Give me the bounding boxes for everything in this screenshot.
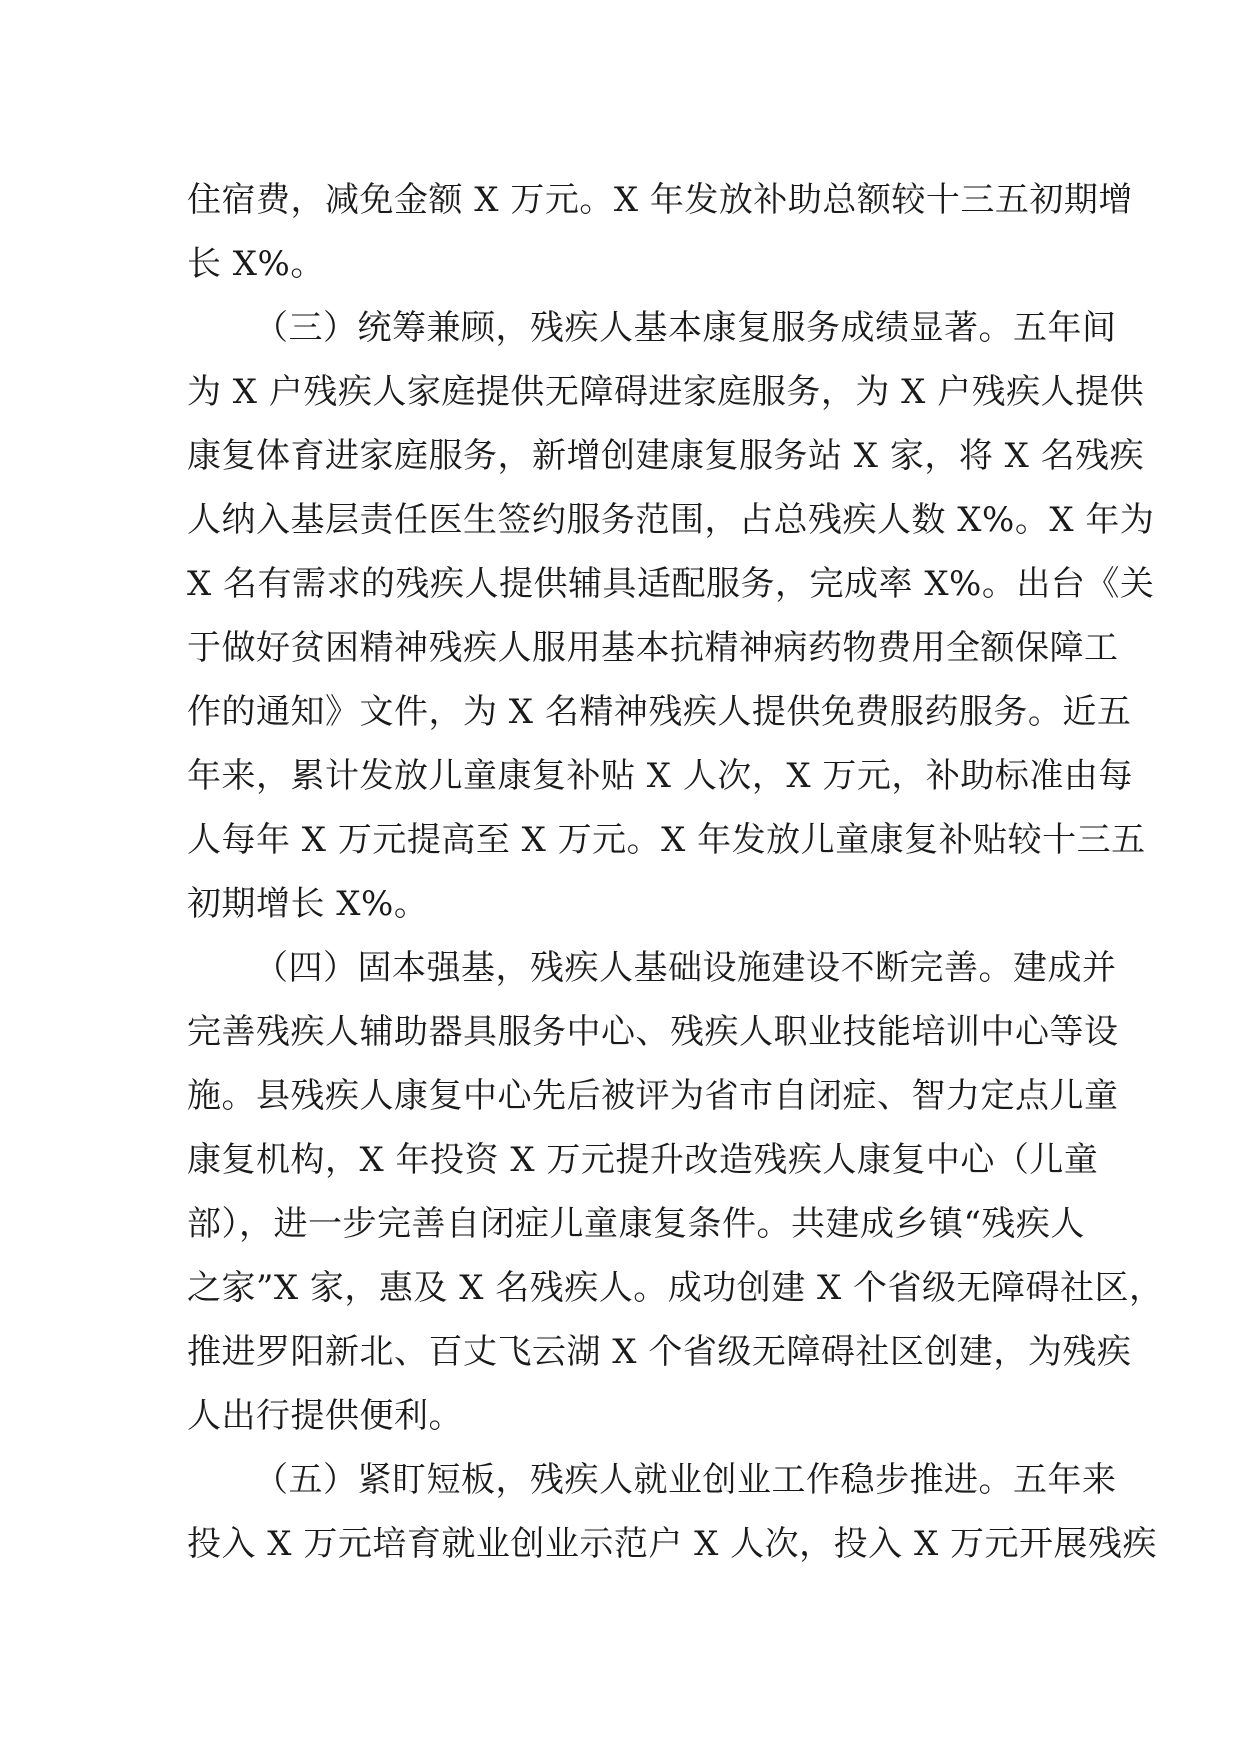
text-line: 为 X 户残疾人家庭提供无障碍进家庭服务，为 X 户残疾人提供 [187, 372, 1145, 412]
text-line: X 名有需求的残疾人提供辅具适配服务，完成率 X%。出台《关 [187, 564, 1155, 604]
text-line: 人出行提供便利。 [187, 1396, 463, 1436]
text-line: 年来，累计发放儿童康复补贴 X 人次，X 万元，补助标准由每 [187, 756, 1133, 796]
text-line: 部），进一步完善自闭症儿童康复条件。共建成乡镇“残疾人 [187, 1204, 1085, 1244]
text-line: 之家”X 家，惠及 X 名残疾人。成功创建 X 个省级无障碍社区， [187, 1268, 1164, 1308]
text-line: 康复机构，X 年投资 X 万元提升改造残疾人康复中心（儿童 [187, 1140, 1099, 1180]
text-line: 康复体育进家庭服务，新增创建康复服务站 X 家，将 X 名残疾 [187, 436, 1145, 476]
text-line: 于做好贫困精神残疾人服用基本抗精神病药物费用全额保障工 [187, 628, 1119, 668]
paragraph-heading-line: （三）统筹兼顾，残疾人基本康复服务成绩显著。五年间 [254, 308, 1117, 348]
text-line: 推进罗阳新北、百丈飞云湖 X 个省级无障碍社区创建，为残疾 [187, 1332, 1132, 1372]
paragraph-heading-line: （四）固本强基，残疾人基础设施建设不断完善。建成并 [254, 948, 1117, 988]
text-line: 住宿费，减免金额 X 万元。X 年发放补助总额较十三五初期增 [187, 180, 1133, 220]
text-line: 施。县残疾人康复中心先后被评为省市自闭症、智力定点儿童 [187, 1076, 1119, 1116]
text-line: 初期增长 X%。 [187, 884, 429, 924]
text-line: 长 X%。 [187, 244, 325, 284]
text-line: 完善残疾人辅助器具服务中心、残疾人职业技能培训中心等设 [187, 1012, 1119, 1052]
text-line: 投入 X 万元培育就业创业示范户 X 人次，投入 X 万元开展残疾 [187, 1524, 1157, 1564]
paragraph-heading-line: （五）紧盯短板，残疾人就业创业工作稳步推进。五年来 [254, 1460, 1117, 1500]
text-line: 人每年 X 万元提高至 X 万元。X 年发放儿童康复补贴较十三五 [187, 820, 1146, 860]
text-line: 作的通知》文件，为 X 名精神残疾人提供免费服药服务。近五 [187, 692, 1132, 732]
text-line: 人纳入基层责任医生签约服务范围，占总残疾人数 X%。X 年为 [187, 500, 1155, 540]
